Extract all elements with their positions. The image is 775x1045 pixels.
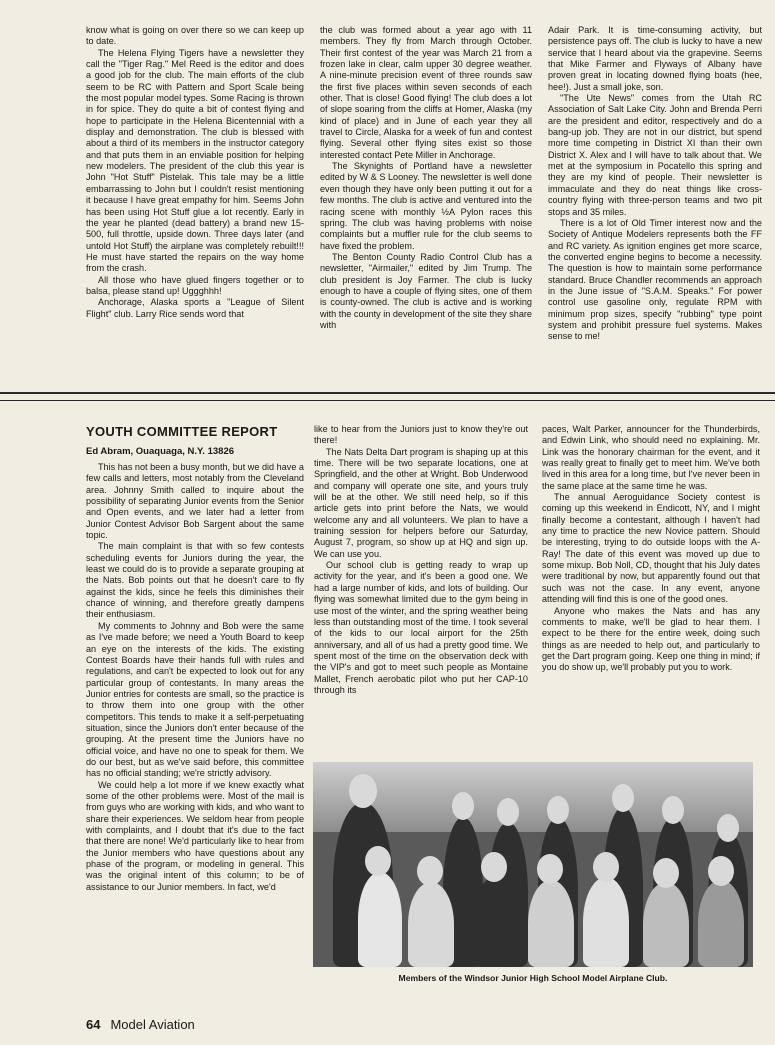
photo-caption: Members of the Windsor Junior High School Model Airplane Club.: [398, 973, 668, 983]
top-column-2: [320, 25, 532, 385]
paragraph: This has not been a busy month, but we did have a few calls and letters, most notably from the Cleveland area. Johnny Smith called to inquire about the possibility of separating Junior events from the Senior and Open events, and we later had a letter from Junior Contest Advisor Bob Sargent about the same topic.: [86, 462, 304, 541]
magazine-name: Model Aviation: [110, 1017, 195, 1032]
paragraph: know what is going on over there so we can keep up to date.: [86, 25, 304, 47]
page-footer: [86, 1017, 195, 1032]
youth-column-3: [542, 424, 760, 758]
paragraph: the club was formed about a year ago with 11 members. They fly from March through October. Their first contest of the year was March 21 from a frozen lake in clear, calm upper 30 degree weather. A nine-minute precision event of three rounds saw the first five places within seven seconds of each other. That is close! Good flying! The club does a lot of slope soaring from the cliffs at Homer, Alaska (my kind of place) and in June of each year they all travel to Circle, Alaska for a week of fun and contest flying. Several other flying sites exist so those interested contact Pete Miller in Anchorage.: [320, 25, 532, 160]
paragraph: The main complaint is that with so few contests scheduling events for Juniors during the year, the least we could do is to provide a separate grouping at the Nats. Bob points out that he doesn't care to fly against the kids, since he feels this diminishes their chance of winning, and therefore greatly dampens their enthusiasm.: [86, 541, 304, 620]
paragraph: Adair Park. It is time-consuming activity, but persistence pays off. The club is lucky to have a new service that I heard about via the grapevine. Seems that Mike Farmer and Flyways of Albany have proven great in locating downed flying boats (hee, hee!). Just a small joke, son.: [548, 25, 762, 92]
byline: Ed Abram, Ouaquaga, N.Y. 13826: [86, 446, 235, 457]
paragraph: paces, Walt Parker, announcer for the Thunderbirds, and Edwin Link, who should need no explaining. Mr. Link was the honorary chairman for the event, and it was really great to finally get to meet him. We've both lived in this area for a long time, but I've never been in the same place at the same time he was.: [542, 424, 760, 491]
section-divider: [0, 400, 775, 401]
paragraph: The annual Aeroguidance Society contest is coming up this weekend in Endicott, NY, and I might finally become a contestant, although I haven't had any time to practice the new Novice pattern. Should be interesting, trying to do outside loops with the A-Ray! The date of this event was moved up due to some mixup. Bob Noll, CD, thought that his July dates were traditional by now, but apparently found out that such was not the case. In any event, anyone attending will find this is one of the good ones.: [542, 492, 760, 605]
paragraph: The Benton County Radio Control Club has a newsletter, "Airmailer," edited by Jim Trump. The club president is Joy Farmer. The club is lucky enough to have a couple of flying sites, one of them is county-owned. The club is active and is working with the county in development of the site they share with: [320, 251, 532, 330]
top-column-3: [548, 25, 762, 385]
paragraph: There is a lot of Old Timer interest now and the Society of Antique Modelers represents both the FF and RC variety. As ignition engines get more scarce, the converted engine begins to become a necessity. The question is how to maintain some performance standard. Bruce Chandler recommends an approach in the June issue of "S.A.M. Speaks." For power control use gasoline only, regulate RPM with minimum prop sizes, specify "rubbing" type point system and prohibit pressure fuel systems. Makes sense to me!: [548, 217, 762, 342]
paragraph: like to hear from the Juniors just to know they're out there!: [314, 424, 528, 446]
section-heading: YOUTH COMMITTEE REPORT: [86, 424, 278, 439]
paragraph: The Skynights of Portland have a newsletter edited by W & S Looney. The newsletter is well done even though they have only been putting it out for a few months. The club is active and ventured into the racing scene with monthly ½A Pylon races this spring. The club was having problems with noise complaints but a muffler rule for the club seems to have fixed the problem.: [320, 161, 532, 251]
section-divider: [0, 392, 775, 394]
paragraph: Our school club is getting ready to wrap up activity for the year, and it's been a good one. We had a large number of kids, and lots of building. Our flying was somewhat limited due to the gym being in use most of the winter, and the spring weather being less than outstanding most of the time. I took several of the kids to our local airport for the 25th anniversary, and all of us had a pretty good time. We spent most of the time on the observation deck with the VIP's and got to meet such people as Montaine Mallet, French aerobatic pilot who put her CAP-10 through its: [314, 560, 528, 695]
paragraph: Anyone who makes the Nats and has any comments to make, we'll be glad to hear them. I expect to be there for the entire week, doing such things as are needed to help out, and particularly to get the Dart program going. Keep one thing in mind; if you do show up, we'll probably put you to work.: [542, 605, 760, 673]
paragraph: My comments to Johnny and Bob were the same as I've made before; we need a Youth Board to keep an eye on the interests of the kids. The existing Contest Boards have their hands full with rules and regulations, and can't be expected to look out for any particular group of contestants. In many areas the Junior entries for contests are small, so the practice is to throw them into one group with the other competitors. This tends to make it a self-perpetuating situation, since the Juniors don't enter because of the grouping. At the present time the Juniors have no official voice, and have no one to speak for them. We do our best, but as we've said before, this committee has no official standing; we're strictly advisory.: [86, 620, 304, 779]
page-number: 64: [86, 1017, 101, 1032]
paragraph: We could help a lot more if we knew exactly what some of the other problems were. Most of the mail is from guys who are working with kids, and who want to share their experiences. We seldom hear from people with complaints, and I doubt that it's due to the fact that there are none! We'd particularly like to hear from the Junior members who have questions about any phase of the program, or modeling in general. This was the original intent of this column; to be of assistance to our Junior members. In fact, we'd: [86, 779, 304, 892]
youth-column-1: [86, 462, 304, 1010]
paragraph: "The Ute News" comes from the Utah RC Association of Salt Lake City. John and Brenda Perri are the president and editor, respectively and do a bang-up job. They are not in our district, but spend more time competing in District XI than their own District X. Alex and I will have to talk about that. We met at the symposium in Pocatello this spring and they are my kind of people. Their newsletter is immaculate and they do neat things like cross-country flying with three-person teams and two pit stops and 35 miles.: [548, 93, 762, 217]
paragraph: Anchorage, Alaska sports a "League of Silent Flight" club. Larry Rice sends word that: [86, 297, 304, 319]
top-column-1: [86, 25, 304, 385]
club-group-photo: [313, 762, 753, 967]
paragraph: All those who have glued fingers together or to balsa, please stand up! Uggghhh!: [86, 274, 304, 296]
paragraph: The Helena Flying Tigers have a newsletter they call the "Tiger Rag." Mel Reed is the editor and does a good job for the club. The main efforts of the club seem to be RC with Pattern and Sport Scale being the most popular model types. Some Racing is thrown in for spice. They do quite a bit of contest flying and hope to participate in the Helena Bicentennial with a display and demonstration. The club is blessed with about a third of its members in the instructor category and that puts them in an enviable position for helping new modelers. The president of the club this year is John "Hot Stuff" Pistelak. This tale may be a little embarrassing to John but I couldn't resist mentioning it because I have great empathy for him. Seems John has been using Hot Stuff glue a lot recently. Early in the year he planted (dead battery) a brand new 15-500, full throttle, upside down. Three days later (and untold Hot Stuff) the airplane was completely rebuilt!!! He must have started the repairs on the way home from the crash.: [86, 47, 304, 274]
youth-column-2: [314, 424, 528, 758]
paragraph: The Nats Delta Dart program is shaping up at this time. There will be two separate locations, one at Springfield, and the other at Wright. Bob Underwood and company will operate one site, and yours truly will be at the other. We still need help, so if this article gets into print before the Nats, we would welcome any and all volunteers. We plan to have a training session for helpers before our Saturday, August 7, program, so show up at HQ and sign up. We can use you.: [314, 446, 528, 559]
